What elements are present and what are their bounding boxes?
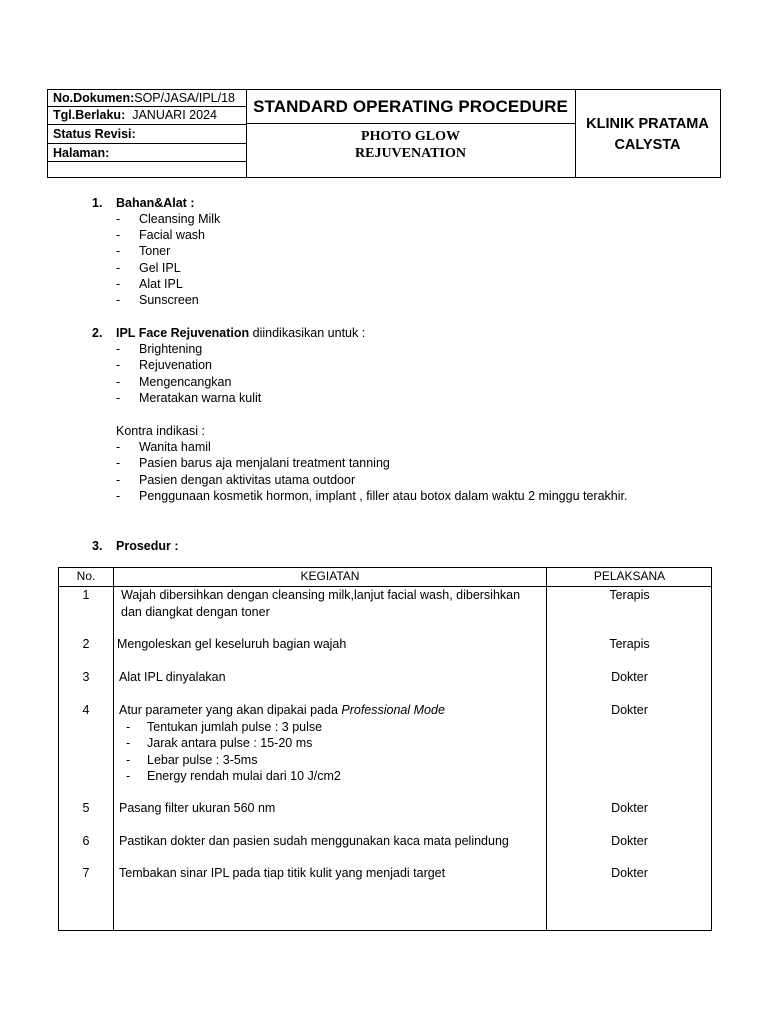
doc-number-row	[48, 90, 246, 107]
activity-text: Atur parameter yang akan dipakai pada	[119, 703, 342, 717]
row-executor: Terapis	[609, 588, 650, 602]
bullet-dash: -	[116, 261, 121, 275]
section-number: 2.	[92, 326, 103, 340]
list-item-text: Pasien barus aja menjalani treatment tanning	[139, 456, 390, 470]
bullet-dash: -	[126, 769, 131, 783]
bullet-dash: -	[116, 277, 121, 291]
sub-item-text: Lebar pulse : 3-5ms	[147, 752, 258, 767]
header-title-column	[246, 90, 576, 177]
section-title: Prosedur :	[116, 539, 179, 553]
row-activity: Tembakan sinar IPL pada tiap titik kulit yang menjadi target	[119, 866, 446, 880]
bullet-dash: -	[116, 473, 121, 487]
bullet-dash: -	[116, 375, 121, 389]
sub-item-text: Energy rendah mulai dari 10 J/cm2	[147, 769, 341, 783]
bullet-dash: -	[116, 342, 121, 356]
list-item-text: Pasien dengan aktivitas utama outdoor	[139, 473, 356, 487]
row-executor: Dokter	[611, 670, 648, 684]
list-item-text: Cleansing Milk	[139, 212, 221, 226]
row-activity	[119, 702, 544, 785]
list-item-text: Mengencangkan	[139, 375, 232, 389]
row-executor: Terapis	[609, 637, 650, 651]
row-executor: Dokter	[611, 801, 648, 815]
header-table	[47, 89, 721, 178]
bullet-dash: -	[116, 456, 121, 470]
bullet-dash: -	[116, 293, 121, 307]
row-activity-line	[119, 702, 544, 719]
section-title-rest: diindikasikan untuk :	[249, 326, 366, 340]
list-item-text: Toner	[139, 244, 171, 258]
column-header-kegiatan: KEGIATAN	[300, 569, 360, 583]
list-item-text: Sunscreen	[139, 293, 199, 307]
column-header-pelaksana: PELAKSANA	[593, 569, 666, 583]
section-number: 3.	[92, 539, 103, 553]
row-activity	[121, 587, 546, 620]
doc-number-value: SOP/JASA/IPL/18	[134, 91, 235, 105]
bullet-dash: -	[116, 212, 121, 226]
bullet-dash: -	[126, 752, 131, 767]
effective-date-row	[48, 107, 246, 125]
title-divider	[246, 123, 575, 124]
list-item-text: Alat IPL	[139, 277, 183, 291]
subtitle-line-2: REJUVENATION	[355, 146, 466, 161]
clinic-name-line-1: KLINIK PRATAMA	[586, 116, 709, 132]
document-subtitle	[246, 128, 575, 162]
sub-list-item	[119, 768, 544, 785]
sub-item-text: Tentukan jumlah pulse : 3 pulse	[147, 719, 323, 734]
sub-list-item	[119, 752, 544, 769]
bullet-dash: -	[116, 391, 121, 405]
column-divider	[113, 568, 114, 930]
effective-date-value: JANUARI 2024	[132, 108, 217, 122]
page-row	[48, 144, 246, 162]
header-clinic-column	[575, 90, 720, 177]
row-number: 1	[82, 588, 90, 602]
section-number: 1.	[92, 196, 103, 210]
revision-status-label: Status Revisi:	[53, 127, 136, 141]
row-activity: Alat IPL dinyalakan	[119, 670, 226, 684]
bullet-dash: -	[126, 736, 131, 750]
row-executor: Dokter	[611, 834, 648, 848]
list-item-text: Rejuvenation	[139, 358, 212, 372]
header-meta-column	[48, 90, 247, 177]
doc-number-label: No.Dokumen:	[53, 91, 135, 105]
row-number: 2	[82, 637, 90, 651]
section-title-bold: IPL Face Rejuvenation	[116, 326, 250, 340]
procedure-table	[58, 567, 712, 931]
bullet-dash: -	[116, 228, 121, 242]
section-title	[116, 326, 365, 340]
clinic-name-line-2: CALYSTA	[614, 137, 681, 153]
bullet-dash: -	[116, 244, 121, 258]
bullet-dash: -	[116, 489, 121, 503]
list-item-text: Gel IPL	[139, 261, 181, 275]
row-activity: Pastikan dokter dan pasien sudah menggunakan kaca mata pelindung	[119, 834, 509, 848]
row-number: 6	[82, 834, 90, 848]
clinic-name	[575, 114, 720, 156]
row-executor: Dokter	[611, 703, 648, 717]
list-item-text: Penggunaan kosmetik hormon, implant , filler atau botox dalam waktu 2 minggu terakhir.	[139, 489, 628, 503]
page-label: Halaman:	[53, 146, 110, 160]
row-number: 3	[82, 670, 90, 684]
list-item-text: Brightening	[139, 342, 203, 356]
document-title: STANDARD OPERATING PROCEDURE	[253, 97, 568, 116]
bullet-dash: -	[116, 358, 121, 372]
effective-date-label: Tgl.Berlaku:	[53, 108, 126, 122]
bullet-dash: -	[126, 719, 131, 734]
sub-list-item	[119, 735, 544, 752]
row-number: 4	[82, 703, 90, 717]
row-number: 7	[82, 866, 90, 880]
sub-item-text: Jarak antara pulse : 15-20 ms	[147, 736, 313, 750]
row-activity: Pasang filter ukuran 560 nm	[119, 801, 276, 815]
sub-list-item	[119, 719, 544, 736]
row-activity-line: dan diangkat dengan toner	[121, 604, 270, 619]
column-header-no: No.	[76, 569, 96, 583]
row-number: 5	[82, 801, 90, 815]
row-activity: Mengoleskan gel keseluruh bagian wajah	[117, 637, 347, 651]
subtitle-line-1: PHOTO GLOW	[361, 129, 460, 144]
list-item-text: Meratakan warna kulit	[139, 391, 262, 405]
revision-status-row	[48, 125, 246, 144]
row-executor: Dokter	[611, 866, 648, 880]
list-item-text: Facial wash	[139, 228, 205, 242]
list-item-text: Wanita hamil	[139, 440, 211, 454]
activity-emphasis: Professional Mode	[341, 703, 445, 717]
bullet-dash: -	[116, 440, 121, 454]
row-activity-line: Wajah dibersihkan dengan cleansing milk,lanjut facial wash, dibersihkan	[121, 588, 521, 602]
contraindication-title: Kontra indikasi :	[116, 424, 205, 438]
section-title: Bahan&Alat :	[116, 196, 195, 210]
